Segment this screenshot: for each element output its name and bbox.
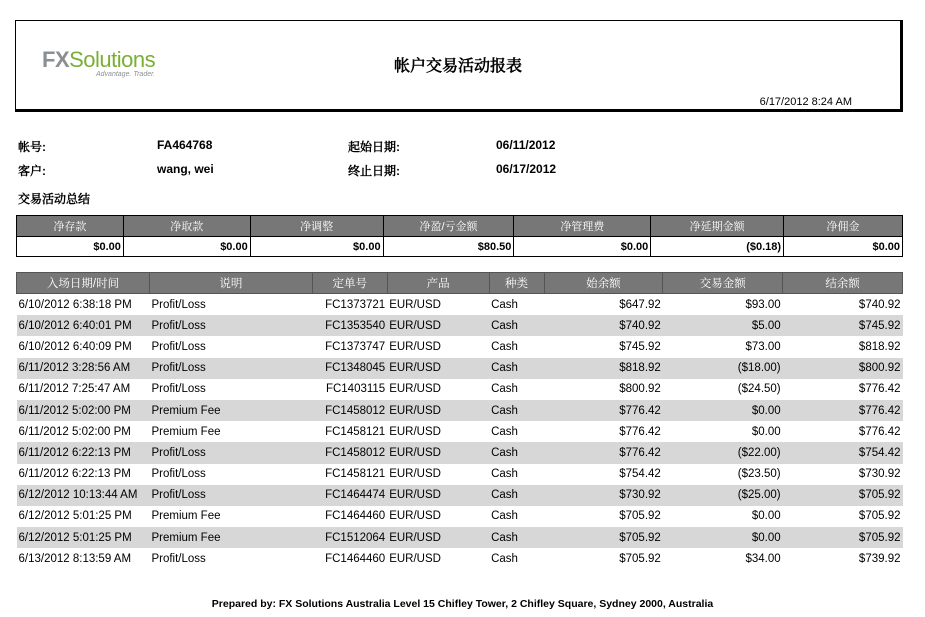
transactions-header-cell: 结余额 [783,273,903,294]
table-cell: $705.92 [858,510,901,523]
table-cell: $705.92 [544,527,663,548]
table-cell: ($24.50) [737,383,781,396]
table-cell: Cash [489,527,544,548]
table-cell: Cash [491,425,518,438]
table-cell: Cash [491,510,518,523]
table-cell: 6/11/2012 6:22:13 PM [17,442,150,463]
table-cell: Cash [491,340,518,353]
summary-value-cell: $0.00 [123,237,250,257]
table-cell: $647.92 [619,298,661,311]
table-cell: $705.92 [783,527,903,548]
table-cell: $740.92 [858,298,901,311]
transactions-table [16,272,903,569]
table-cell: Profit/Loss [151,298,206,311]
table-cell: $776.42 [858,425,901,438]
table-cell: FC1458012 [312,400,387,421]
table-cell: FC1458012 [312,442,387,463]
table-row [17,464,903,485]
table-cell: Profit/Loss [149,358,312,379]
table-cell: FC1464474 [312,485,387,506]
report-title: 帐户交易活动报表 [393,58,522,75]
table-cell: ($25.00) [663,485,783,506]
table-row [17,379,903,400]
table-row [17,315,903,336]
table-cell: $730.92 [858,468,901,481]
summary-header-cell: 净佣金 [784,216,903,237]
table-cell: $73.00 [745,340,781,353]
transactions-header-cell: 定单号 [312,273,387,294]
table-cell: 6/12/2012 5:01:25 PM [17,527,150,548]
table-cell: FC1373747 [325,340,386,353]
table-cell: EUR/USD [387,485,489,506]
table-cell: Profit/Loss [151,383,206,396]
table-row [17,485,903,506]
table-cell: Premium Fee [151,425,221,438]
table-cell: Cash [489,442,544,463]
table-cell: EUR/USD [389,298,441,311]
table-cell: $818.92 [858,340,901,353]
table-cell: FC1403115 [325,383,386,396]
summary-value-cell: ($0.18) [651,237,784,257]
table-cell: 6/11/2012 6:22:13 PM [18,468,131,481]
logo-fx-text: FX [42,47,70,72]
table-cell: $0.00 [751,510,781,523]
table-cell: $800.92 [783,358,903,379]
table-cell: EUR/USD [389,383,441,396]
table-cell: $34.00 [745,552,781,565]
table-cell: $705.92 [619,510,661,523]
summary-value-cell: $0.00 [250,237,383,257]
table-cell: Premium Fee [149,400,312,421]
table-cell: $776.42 [619,425,661,438]
table-cell: Premium Fee [149,527,312,548]
summary-header-cell: 净管理费 [514,216,651,237]
summary-table [16,215,903,257]
table-cell: FC1458121 [325,468,386,481]
table-row [17,527,903,548]
table-row [17,421,903,442]
summary-header-cell: 净取款 [123,216,250,237]
table-cell: FC1464460 [325,510,386,523]
transactions-header-cell: 始余额 [544,273,663,294]
table-cell: ($18.00) [663,358,783,379]
table-cell: Cash [489,358,544,379]
table-cell: EUR/USD [389,425,441,438]
table-cell: 6/13/2012 8:13:59 AM [18,552,132,565]
start-date-value: 06/11/2012 [496,138,556,152]
table-cell: Profit/Loss [149,442,312,463]
table-cell: $745.92 [783,315,903,336]
table-row [17,400,903,421]
transactions-header-cell: 说明 [149,273,312,294]
table-cell: 6/12/2012 5:01:25 PM [18,510,132,523]
report-datetime: 6/17/2012 8:24 AM [759,96,852,108]
table-cell: Profit/Loss [151,340,206,353]
table-cell: 6/11/2012 7:25:47 AM [18,383,131,396]
transactions-header-cell: 产品 [387,273,489,294]
table-cell: Profit/Loss [149,485,312,506]
transactions-header-cell: 种类 [489,273,544,294]
table-cell: $776.42 [544,400,663,421]
table-cell: EUR/USD [387,358,489,379]
table-cell: $93.00 [745,298,781,311]
table-cell: 6/11/2012 3:28:56 AM [17,358,150,379]
table-cell: $745.92 [619,340,661,353]
table-cell: ($22.00) [663,442,783,463]
table-cell: $5.00 [663,315,783,336]
table-cell: 6/10/2012 6:38:18 PM [18,298,132,311]
client-label: 客户: [18,164,46,178]
start-date-label: 起始日期: [348,140,400,154]
table-cell: Cash [491,552,518,565]
transactions-header-cell: 入场日期/时间 [17,273,150,294]
table-cell: $0.00 [663,400,783,421]
table-cell: FC1373721 [325,298,386,311]
summary-header-cell: 净存款 [17,216,124,237]
table-row [17,548,903,569]
summary-header-cell: 净盈/亏金额 [383,216,514,237]
summary-value-cell: $0.00 [784,237,903,257]
table-cell: FC1512064 [312,527,387,548]
summary-section-title: 交易活动总结 [18,192,91,206]
summary-header-cell: 净延期金额 [651,216,784,237]
account-value: FA464768 [157,138,213,152]
table-cell: $705.92 [783,485,903,506]
table-cell: EUR/USD [389,552,441,565]
prepared-by-footer: Prepared by: FX Solutions Australia Level 15 Chifley Tower, 2 Chifley Square, Sydney 2000, Australia [211,598,714,610]
table-cell: 6/11/2012 5:02:00 PM [18,425,131,438]
table-cell: 6/11/2012 5:02:00 PM [17,400,150,421]
table-cell: Profit/Loss [151,468,206,481]
table-row [17,358,903,379]
table-cell: $776.42 [544,442,663,463]
logo-solutions-text: Solutions [69,47,156,72]
table-row [17,294,903,316]
table-cell: FC1458121 [325,425,386,438]
table-cell: $800.92 [619,383,661,396]
table-row [17,336,903,357]
table-cell: $705.92 [619,552,661,565]
table-cell: EUR/USD [387,315,489,336]
summary-value-cell: $80.50 [383,237,514,257]
client-value: wang, wei [157,162,214,176]
table-cell: $0.00 [663,527,783,548]
table-cell: 6/10/2012 6:40:09 PM [18,340,132,353]
table-cell: Cash [489,315,544,336]
table-cell: $0.00 [751,425,781,438]
report-header [15,20,903,112]
table-cell: $754.42 [619,468,661,481]
table-cell: EUR/USD [387,527,489,548]
summary-header-cell: 净调整 [250,216,383,237]
table-cell: Profit/Loss [149,315,312,336]
table-cell: EUR/USD [389,468,441,481]
table-cell: $740.92 [544,315,663,336]
summary-value-cell: $0.00 [514,237,651,257]
table-cell: Cash [491,468,518,481]
table-cell: FC1348045 [312,358,387,379]
table-cell: Profit/Loss [151,552,206,565]
table-cell: 6/10/2012 6:40:01 PM [17,315,150,336]
logo-tagline: Advantage. Trader. [95,71,156,78]
table-row [17,506,903,527]
table-cell: EUR/USD [389,340,441,353]
table-cell: ($23.50) [737,468,781,481]
table-cell: 6/12/2012 10:13:44 AM [17,485,150,506]
table-cell: $776.42 [783,400,903,421]
table-cell: $776.42 [858,383,901,396]
table-cell: $818.92 [544,358,663,379]
table-cell: $754.42 [783,442,903,463]
account-label: 帐号: [18,140,46,154]
table-cell: FC1464460 [325,552,386,565]
end-date-label: 终止日期: [348,164,400,178]
table-cell: FC1353540 [312,315,387,336]
table-cell: Premium Fee [151,510,221,523]
table-cell: Cash [491,383,518,396]
table-cell: EUR/USD [389,510,441,523]
transactions-header-cell: 交易金额 [663,273,783,294]
table-cell: Cash [489,400,544,421]
table-cell: Cash [491,298,518,311]
end-date-value: 06/17/2012 [496,162,557,176]
table-cell: EUR/USD [387,400,489,421]
table-cell: Cash [489,485,544,506]
table-cell: $739.92 [858,552,901,565]
table-row [17,442,903,463]
table-cell: $730.92 [544,485,663,506]
summary-value-cell: $0.00 [17,237,124,257]
table-cell: EUR/USD [387,442,489,463]
